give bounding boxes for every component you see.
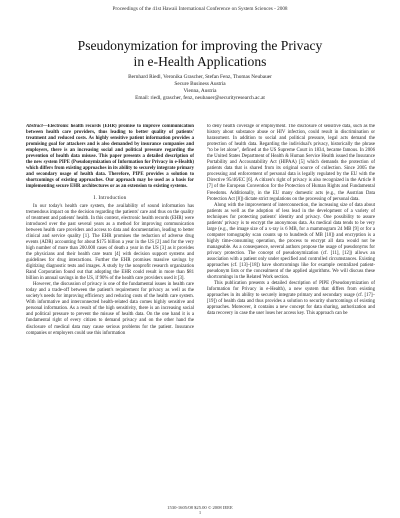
right-paragraph-1: to deny health coverage or employment. The disclosure of sensitive data, such as the history about substance abuse or HIV infection, could result in discrimination or harassment. In addition to social and political pressure, legal acts demand the protection of health data. Regarding the individual's privacy, historically the phrase "to be let alone", defined at the US Supreme Court in 1834, became famous. In 2006 the United States Department of Health & Human Service Health issued the Insurance Portability and Accountability Act (HIPAA) [5] which demands the protection of patients data that is shared from its original source of collection. Since 2005 the processing and enforcement of personal data is legally regulated by the EU with the Directive 95/46/EC [6]. A citizen's right of privacy is also recognized in the Article 8 [7] of the European Convention for the Protection of Human Rights and Fundamental Freedoms. Additionally, in the EU many domestic acts (e.g., the Austrian Data Protection Act [8]) dictate strict regulations on the processing of personal data.: [207, 124, 375, 202]
intro-paragraph-2: However, the discussion of privacy is one of the fundamental issues in health care today and a trade-off between the patient's requirement for privacy as well as the society's needs for improving efficiency and reducing costs of the health care system. With informative and interconnected health-related data comes highly sensitive and personal information. As a result of the high sensitivity, there is an increasing social and political pressure to prevent the misuse of health data. On the one hand it is a fundamental right of every citizen to demand privacy and on the other hand the disclosure of medical data may cause serious problems for the patient. Insurance companies or employers could use this information: [26, 282, 194, 336]
author-email: Email: riedl, grascher, fenz, neubauer@securityresearch.ac.at: [135, 95, 265, 101]
author-names: Bernhard Riedl, Veronika Grascher, Stefan Fenz, Thomas Neubauer: [128, 74, 272, 80]
paper-title-line-1: Pseudonymization for improving the Privacy: [77, 38, 323, 53]
abstract-label: Abstract: [26, 124, 43, 129]
paper-title-line-2: in e-Health Applications: [133, 54, 267, 69]
author-block: [40, 74, 360, 102]
abstract-text: —Electronic health records (EHR) promise to improve communication between health care providers, thus leading to better quality of patients' treatment and reduced costs. As highly sensitive patient information provides a promising goal for attackers and is also demanded by insurance companies and employers, there is an increasing social and political pressure regarding the prevention of health data misuse. This paper presents a detailed description of the new system PIPE (Pseudonymization of Information for Privacy in e-Health) which differs from existing approaches in its ability to securely integrate primary and secondary usage of health data. Therefore, PIPE provides a solution to shortcomings of existing approaches. Our approach may be used as a basis for implementing secure EHR architectures or as an extension to existing systems.: [26, 124, 194, 190]
right-paragraph-3: This publication presents a detailed description of PIPE (Pseudonymization of Information for Privacy in e-Health), a new system that differs from existing approaches in its ability to securely integrate primary and secondary usage (cf. [17]–[19]) of health data and thus provides a solution to security shortcomings of existing approaches. Moreover, it contains a new concept for data sharing, authorization and data recovery in case the user loses her access key. This approach can be: [207, 281, 375, 317]
abstract: [26, 124, 194, 191]
right-column: [207, 124, 375, 500]
page-number: 1: [198, 510, 202, 515]
left-column: [26, 124, 194, 500]
section-heading-introduction: I. Introduction: [93, 194, 127, 201]
intro-paragraph-1: In our today's health care system, the availability of sound information has tremendous impact on the decision regarding the patients' care and thus on the quality of treatment and patients' health. In this context, electronic health records (EHR) were introduced over the past several years as a method for improving communication between health care providers and access to data and documentation, leading to better clinical and service quality [1]. The EHR promises the reduction of adverse drug events (ADR) accounting for about $175 billion a year in the US [2] and for the very high number of more than 200.000 cases of death a year in the US [3] as it provides the physicians and their health care team [4] with decision support systems and guidelines for drug interactions. Further the EHR promises massive savings by digitizing diagnostic tests and images. A study by the nonprofit research organization Rand Corporation found out that adopting the EHR could result in more than $81 billion in annual savings in the US, if 90% of the health care providers used it [3].: [26, 203, 194, 282]
running-header: Proceedings of the 41st Hawaii International Conference on System Sciences - 2008: [112, 6, 288, 12]
page-footer: [0, 505, 400, 515]
author-city: Vienna, Austria: [183, 88, 217, 94]
copyright-notice: 1530-1605/08 $25.00 © 2008 IEEE: [167, 505, 233, 510]
paper-title: [20, 38, 380, 70]
right-paragraph-2: Along with the improvement of interconnection, the increasing size of data about patients as well as the adoption of less lead in the development of a variety of techniques for protecting patients' identity and privacy. One possibility to assure patients' privacy is to encrypt the anonymous data. As medical data tends to be very large (e.g., the image size of a x-ray is 6 MB, for a mammogram 24 MB [9] or for a computer tomography scan counts up to hundreds of MB [10]) and encryption is a highly time-consuming operation, the process to encrypt all data would not be manageable. As a consequence, several authors propose the usage of pseudonyms for privacy protection. The concept of pseudonymization (cf. [11], [12]) allows an association with a patient only under specified and controlled circumstances. Existing approaches (cf. [13]–[18]) have shortcomings like for example centralized patient-pseudonym lists or the concealment of the applied algorithms. We will discuss these shortcomings in the Related Work section.: [207, 202, 375, 281]
author-affiliation: Secure Business Austria: [174, 81, 226, 87]
